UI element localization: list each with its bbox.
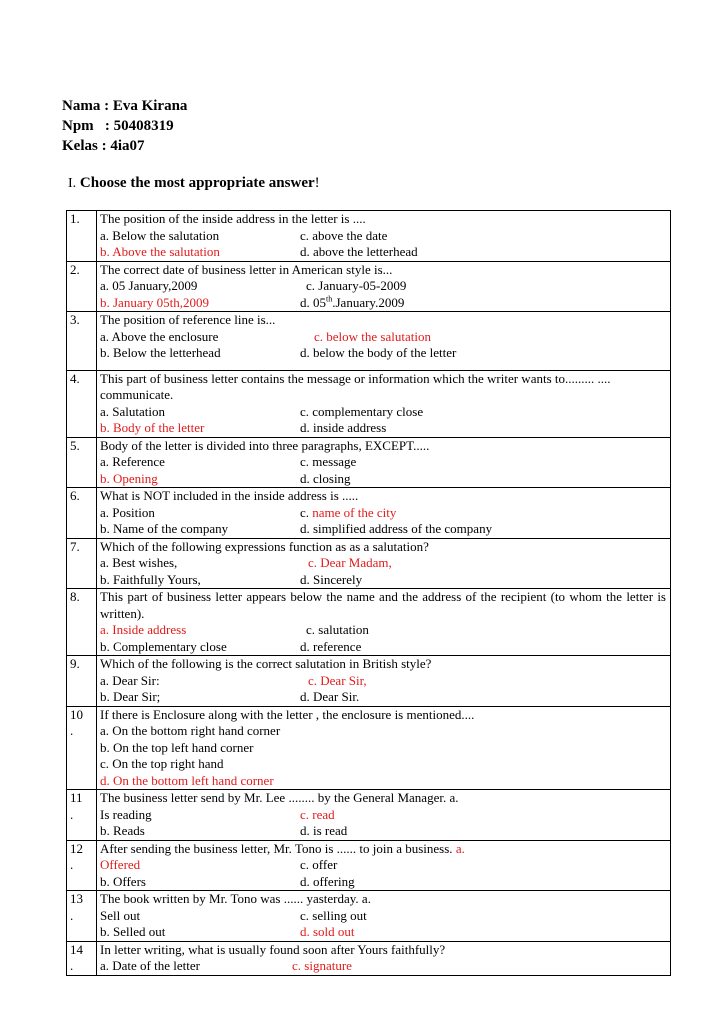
option-b: b. Dear Sir; [100, 689, 161, 704]
option-b-answer: b. Above the salutation [100, 244, 220, 259]
question-number: 1. [67, 211, 97, 262]
option-c: c. above the date [300, 227, 388, 243]
option-d-post: .January.2009 [332, 294, 405, 310]
question-body [97, 437, 671, 488]
option-c: c. January-05-2009 [306, 278, 407, 293]
option-d [300, 295, 404, 312]
question-row [67, 589, 671, 656]
question-body [97, 891, 671, 942]
option-d: d. Dear Sir. [300, 689, 360, 704]
question-row [67, 312, 671, 371]
npm-line: Npm : 50408319 [62, 118, 174, 134]
question-number: 3. [67, 312, 97, 371]
section-instruction [68, 175, 320, 192]
option-a: a. Date of the letter [100, 958, 200, 973]
question-number: 6. [67, 488, 97, 539]
question-row [67, 538, 671, 589]
name-line: Nama : Eva Kirana [62, 98, 188, 114]
option-a: a. Salutation [100, 403, 165, 419]
option-b: b. Faithfully Yours, [100, 571, 201, 587]
option-c-answer: name of the city [312, 504, 397, 520]
instruction-text: Choose the most appropriate answer [79, 175, 315, 191]
option-b-answer: b. Body of the letter [100, 420, 205, 435]
question-row [67, 891, 671, 942]
question-body [97, 211, 671, 262]
option-a: a. Above the enclosure [100, 328, 219, 344]
question-body [97, 790, 671, 841]
question-number: 11 . [67, 790, 97, 841]
option-d: d. offering [300, 873, 355, 889]
option-d: d. below the body of the letter [300, 345, 457, 360]
option-c: c. message [300, 454, 357, 469]
option-d: d. simplified address of the company [300, 521, 493, 536]
student-info [62, 96, 187, 156]
option-c-answer: c. read [300, 806, 335, 822]
question-number: 4. [67, 370, 97, 437]
option-b: b. Below the letterhead [100, 345, 221, 360]
option-d: d. reference [300, 638, 362, 654]
question-body [97, 312, 671, 371]
option-b: b. Complementary close [100, 638, 227, 654]
option-c-prefix: c. [300, 504, 313, 520]
question-number: 8. [67, 589, 97, 656]
question-text: Body of the letter is divided into three paragraphs, EXCEPT..... [100, 437, 430, 453]
option-b: b. Reads [100, 823, 145, 838]
question-body [97, 706, 671, 790]
option-a: Is reading [100, 806, 152, 822]
question-text-cont: communicate. [100, 387, 174, 402]
option-d: d. Sincerely [300, 571, 363, 587]
option-a: a. On the bottom right hand corner [100, 723, 281, 738]
question-body [97, 538, 671, 589]
question-row [67, 790, 671, 841]
option-b: b. Name of the company [100, 521, 229, 536]
question-row [67, 370, 671, 437]
question-body [97, 656, 671, 707]
question-row [67, 437, 671, 488]
question-row [67, 656, 671, 707]
question-text: Which of the following is the correct salutation in British style? [100, 656, 432, 671]
question-row [67, 211, 671, 262]
question-number: 13 . [67, 891, 97, 942]
question-row [67, 941, 671, 975]
option-c [300, 505, 396, 522]
question-number: 2. [67, 261, 97, 312]
question-text-main: After sending the business letter, Mr. Tono is ...... to join a business. [100, 840, 453, 856]
question-number: 5. [67, 437, 97, 488]
option-d-pre: d. 05 [300, 294, 326, 310]
question-number: 7. [67, 538, 97, 589]
option-a: a. Position [100, 504, 155, 520]
option-c: c. salutation [306, 622, 369, 637]
option-b: b. Offers [100, 873, 146, 889]
question-text: The position of the inside address in the letter is .... [100, 211, 366, 226]
option-d: d. above the letterhead [300, 244, 418, 259]
instruction-tail: ! [314, 175, 320, 191]
option-a: Sell out [100, 907, 141, 923]
question-text: The correct date of business letter in American style is... [100, 261, 393, 277]
question-text: In letter writing, what is usually found soon after Yours faithfully? [100, 941, 446, 957]
question-body [97, 370, 671, 437]
question-text [100, 841, 670, 858]
option-a: a. 05 January,2009 [100, 278, 198, 293]
question-text: If there is Enclosure along with the letter , the enclosure is mentioned.... [100, 706, 475, 722]
option-d: d. inside address [300, 420, 387, 435]
question-number: 10 . [67, 706, 97, 790]
question-text: The book written by Mr. Tono was ...... yasterday. a. [100, 891, 371, 906]
option-c-answer: c. below the salutation [314, 328, 431, 344]
option-b-answer: b. January 05th,2009 [100, 294, 210, 310]
question-text: The position of reference line is... [100, 312, 276, 327]
option-b: b. On the top left hand corner [100, 739, 254, 755]
option-c-answer: c. Dear Sir, [308, 672, 367, 688]
kelas-line: Kelas : 4ia07 [62, 138, 145, 154]
option-a-answer: a. Inside address [100, 622, 187, 637]
question-text: What is NOT included in the inside address is ..... [100, 488, 359, 503]
option-c: c. On the top right hand [100, 756, 224, 771]
question-row [67, 488, 671, 539]
option-d-answer: d. On the bottom left hand corner [100, 772, 274, 788]
question-body [97, 589, 671, 656]
option-a: a. Dear Sir: [100, 672, 160, 688]
section-number: I. [68, 176, 77, 191]
question-body [97, 941, 671, 975]
option-a-answer: Offered [100, 857, 141, 872]
option-b: b. Selled out [100, 924, 166, 939]
question-text: This part of business letter appears below the name and the address of the recipient (to whom the letter is written). [100, 589, 666, 621]
option-d-sup: th [326, 294, 333, 304]
option-d: d. is read [300, 823, 348, 838]
question-body [97, 488, 671, 539]
option-a: a. Reference [100, 454, 165, 469]
question-text: Which of the following expressions function as as a salutation? [100, 538, 429, 554]
question-number: 12 . [67, 840, 97, 891]
question-text-answer: a. [455, 840, 465, 856]
option-b-answer: b. Opening [100, 470, 158, 486]
question-body [97, 840, 671, 891]
question-row [67, 840, 671, 891]
option-a: a. Best wishes, [100, 555, 178, 570]
option-d: d. closing [300, 470, 351, 486]
question-row [67, 261, 671, 312]
option-a: a. Below the salutation [100, 227, 220, 243]
option-c-answer: c. Dear Madam, [308, 555, 392, 570]
option-c-answer: c. signature [292, 958, 352, 973]
question-number: 9. [67, 656, 97, 707]
question-number: 14 . [67, 941, 97, 975]
option-c: c. offer [300, 857, 338, 872]
option-d-answer: d. sold out [300, 924, 355, 939]
question-text: The business letter send by Mr. Lee ........ by the General Manager. a. [100, 790, 459, 805]
question-table [66, 210, 671, 976]
option-c: c. selling out [300, 907, 367, 923]
question-row [67, 706, 671, 790]
question-text: This part of business letter contains the message or information which the writer wants to......... .... [100, 370, 611, 386]
option-c: c. complementary close [300, 403, 424, 419]
question-body [97, 261, 671, 312]
